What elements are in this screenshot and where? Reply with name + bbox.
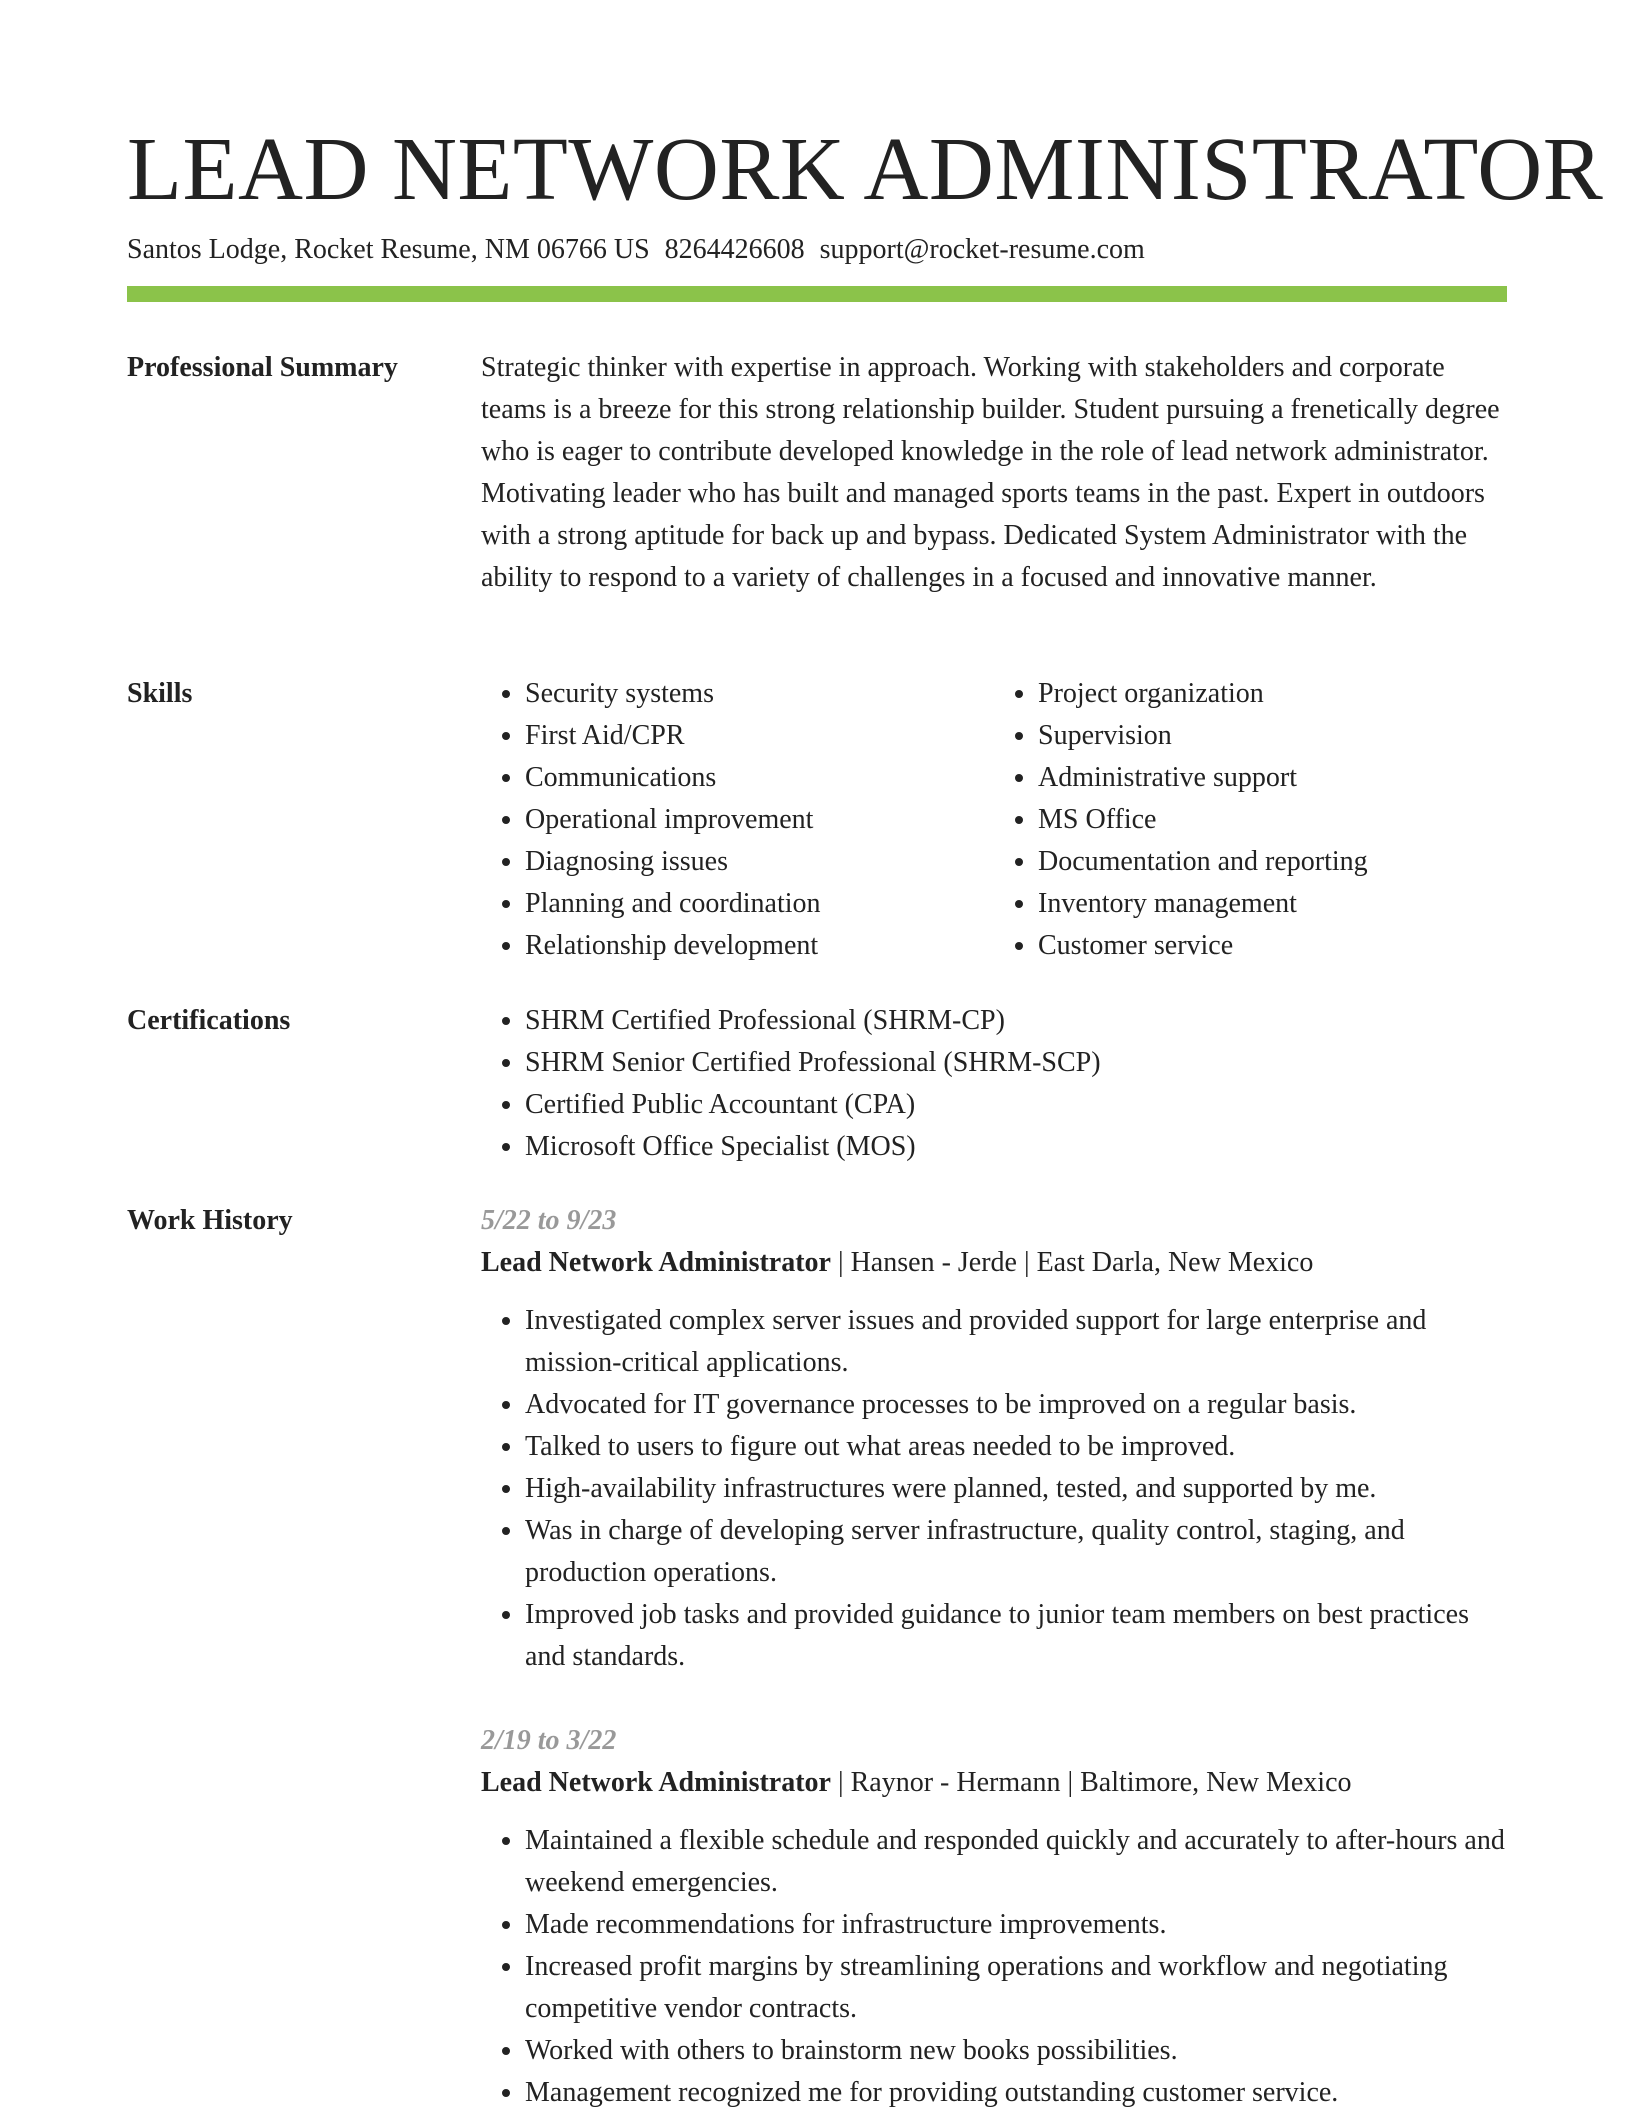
resume-title: LEAD NETWORK ADMINISTRATOR xyxy=(127,120,1604,219)
job-duty-item: • Talked to users to figure out what areas needed to be improved. xyxy=(525,1426,1507,1468)
skill-item: • Security systems xyxy=(525,673,994,715)
job-entry xyxy=(481,1200,1507,1678)
certification-item: • SHRM Certified Professional (SHRM-CP) xyxy=(525,1000,1507,1042)
skill-item: • Documentation and reporting xyxy=(1038,841,1507,883)
job-duty-item: • Improved job tasks and provided guidance to junior team members on best practices and standards. xyxy=(525,1594,1507,1678)
job-duty-item: • High-availability infrastructures were planned, tested, and supported by me. xyxy=(525,1468,1507,1510)
skill-item: • MS Office xyxy=(1038,799,1507,841)
job-entry xyxy=(481,1720,1507,2114)
summary-text: Strategic thinker with expertise in approach. Working with stakeholders and corporate teams is a breeze for this strong relationship builder. Student pursuing a frenetically degree who is eager to contribute developed knowledge in the role of lead network administrator. Motivating leader who has built and managed sports teams in the past. Expert in outdoors with a strong aptitude for back up and bypass. Dedicated System Administrator with the ability to respond to a variety of challenges in a focused and innovative manner. xyxy=(481,352,1500,593)
skills-label: Skills xyxy=(127,678,193,709)
job-dates: 2/19 to 3/22 xyxy=(481,1725,617,1756)
job-duty-item: • Made recommendations for infrastructure improvements. xyxy=(525,1904,1507,1946)
skill-item: • Planning and coordination xyxy=(525,883,994,925)
job-duty-item: • Management recognized me for providing outstanding customer service. xyxy=(525,2072,1507,2114)
work-history-label: Work History xyxy=(127,1205,293,1236)
job-details: | Raynor - Hermann | Baltimore, New Mexico xyxy=(830,1767,1352,1798)
skill-item: • Inventory management xyxy=(1038,883,1507,925)
skill-item: • Relationship development xyxy=(525,925,994,967)
skill-item: • Customer service xyxy=(1038,925,1507,967)
job-duty-item: • Maintained a flexible schedule and responded quickly and accurately to after-hours and weekend emergencies. xyxy=(525,1820,1507,1904)
job-duties-list xyxy=(481,1820,1507,2114)
certification-item: • Certified Public Accountant (CPA) xyxy=(525,1084,1507,1126)
job-duty-item: • Worked with others to brainstorm new books possibilities. xyxy=(525,2030,1507,2072)
skill-item: • Supervision xyxy=(1038,715,1507,757)
job-duty-item: • Was in charge of developing server infrastructure, quality control, staging, and production operations. xyxy=(525,1510,1507,1594)
job-title: Lead Network Administrator xyxy=(481,1247,831,1278)
job-title: Lead Network Administrator xyxy=(481,1767,831,1798)
skills-list-left xyxy=(481,673,994,967)
job-title-line xyxy=(481,1242,1507,1284)
job-duties-list xyxy=(481,1300,1507,1678)
job-title-line xyxy=(481,1762,1507,1804)
contact-email: support@rocket-resume.com xyxy=(819,234,1145,265)
skills-list-right xyxy=(994,673,1507,967)
skill-item: • Communications xyxy=(525,757,994,799)
certification-item: • SHRM Senior Certified Professional (SHRM-SCP) xyxy=(525,1042,1507,1084)
job-dates: 5/22 to 9/23 xyxy=(481,1205,617,1236)
certifications-list xyxy=(481,1000,1507,1168)
skill-item: • Administrative support xyxy=(1038,757,1507,799)
skill-item: • Project organization xyxy=(1038,673,1507,715)
summary-label: Professional Summary xyxy=(127,352,398,383)
job-duty-item: • Investigated complex server issues and provided support for large enterprise and mission-critical applications. xyxy=(525,1300,1507,1384)
job-details: | Hansen - Jerde | East Darla, New Mexico xyxy=(830,1247,1314,1278)
header-accent-bar xyxy=(127,286,1507,302)
skill-item: • Operational improvement xyxy=(525,799,994,841)
contact-address: Santos Lodge, Rocket Resume, NM 06766 US xyxy=(127,234,650,265)
contact-phone: 8264426608 xyxy=(664,234,805,265)
skill-item: • Diagnosing issues xyxy=(525,841,994,883)
job-duty-item: • Increased profit margins by streamlining operations and workflow and negotiating competitive vendor contracts. xyxy=(525,1946,1507,2030)
certification-item: • Microsoft Office Specialist (MOS) xyxy=(525,1126,1507,1168)
certifications-label: Certifications xyxy=(127,1005,291,1036)
contact-line xyxy=(127,232,1145,268)
skill-item: • First Aid/CPR xyxy=(525,715,994,757)
job-duty-item: • Advocated for IT governance processes to be improved on a regular basis. xyxy=(525,1384,1507,1426)
